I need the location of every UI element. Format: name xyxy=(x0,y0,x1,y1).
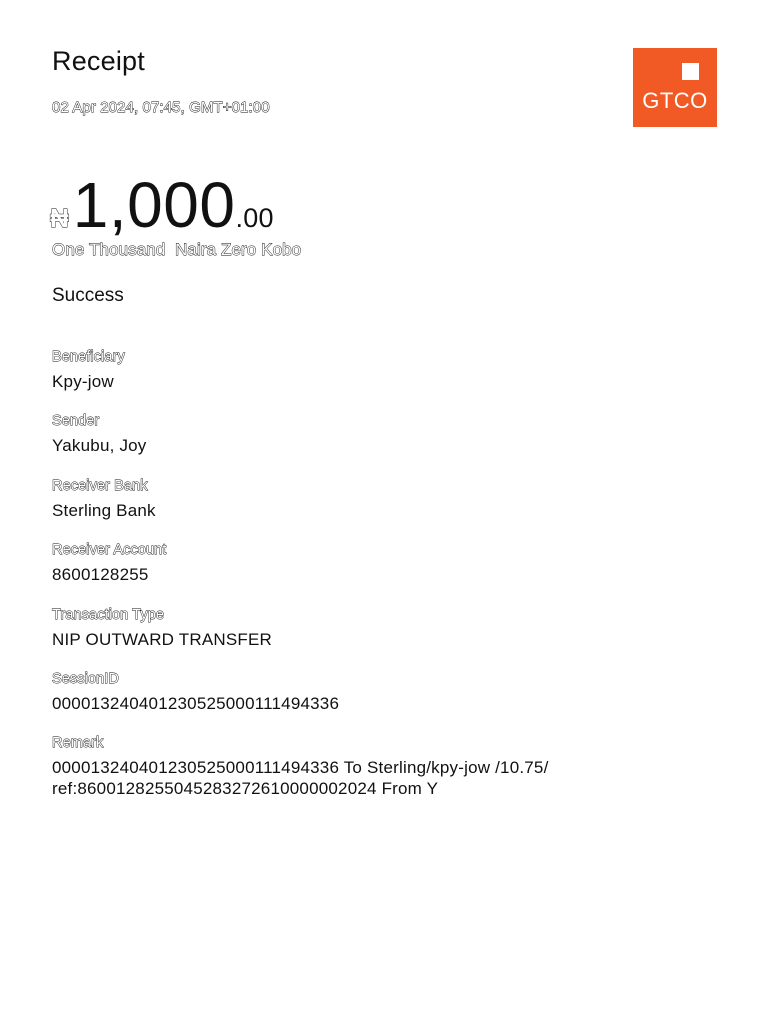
receiver-account-value: 8600128255 xyxy=(52,565,149,584)
amount-decimal: .00 xyxy=(235,203,274,233)
bank-logo xyxy=(633,48,717,127)
amount-display xyxy=(50,168,274,242)
transaction-type-field xyxy=(52,607,712,650)
transaction-type-value: NIP OUTWARD TRANSFER xyxy=(52,630,272,649)
remark-label: Remark xyxy=(52,735,104,751)
remark-line: ref:8600128255045283272610000002024 From Y xyxy=(52,779,439,798)
transaction-datetime: 02 Apr 2024, 07:45, GMT+01:00 xyxy=(52,99,270,116)
receiver-account-field xyxy=(52,542,712,585)
receiver-bank-value: Sterling Bank xyxy=(52,501,156,520)
remark-field xyxy=(52,735,712,799)
remark-value xyxy=(52,757,712,799)
beneficiary-field xyxy=(52,349,712,392)
logo-square-icon xyxy=(682,63,699,80)
session-id-value: 000013240401230525000111494336 xyxy=(52,694,340,713)
sender-value: Yakubu, Joy xyxy=(52,436,147,455)
remark-line: 000013240401230525000111494336 To Sterling/kpy-jow /10.75/ xyxy=(52,758,549,777)
sender-field xyxy=(52,413,712,456)
amount-whole: 1,000 xyxy=(72,169,236,241)
session-id-field xyxy=(52,671,712,714)
receiver-bank-field xyxy=(52,478,712,521)
session-id-label: SessionID xyxy=(52,671,119,687)
logo-text: GTCO xyxy=(642,88,708,113)
receiver-account-label: Receiver Account xyxy=(52,542,167,558)
amount-in-words: One Thousand Naira Zero Kobo xyxy=(52,240,302,259)
receiver-bank-label: Receiver Bank xyxy=(52,478,148,494)
beneficiary-value: Kpy-jow xyxy=(52,372,114,391)
page-title: Receipt xyxy=(52,46,145,76)
status-text: Success xyxy=(52,285,124,306)
naira-currency-symbol: ₦ xyxy=(50,203,69,233)
beneficiary-label: Beneficiary xyxy=(52,349,125,365)
sender-label: Sender xyxy=(52,413,100,429)
transaction-type-label: Transaction Type xyxy=(52,607,165,623)
